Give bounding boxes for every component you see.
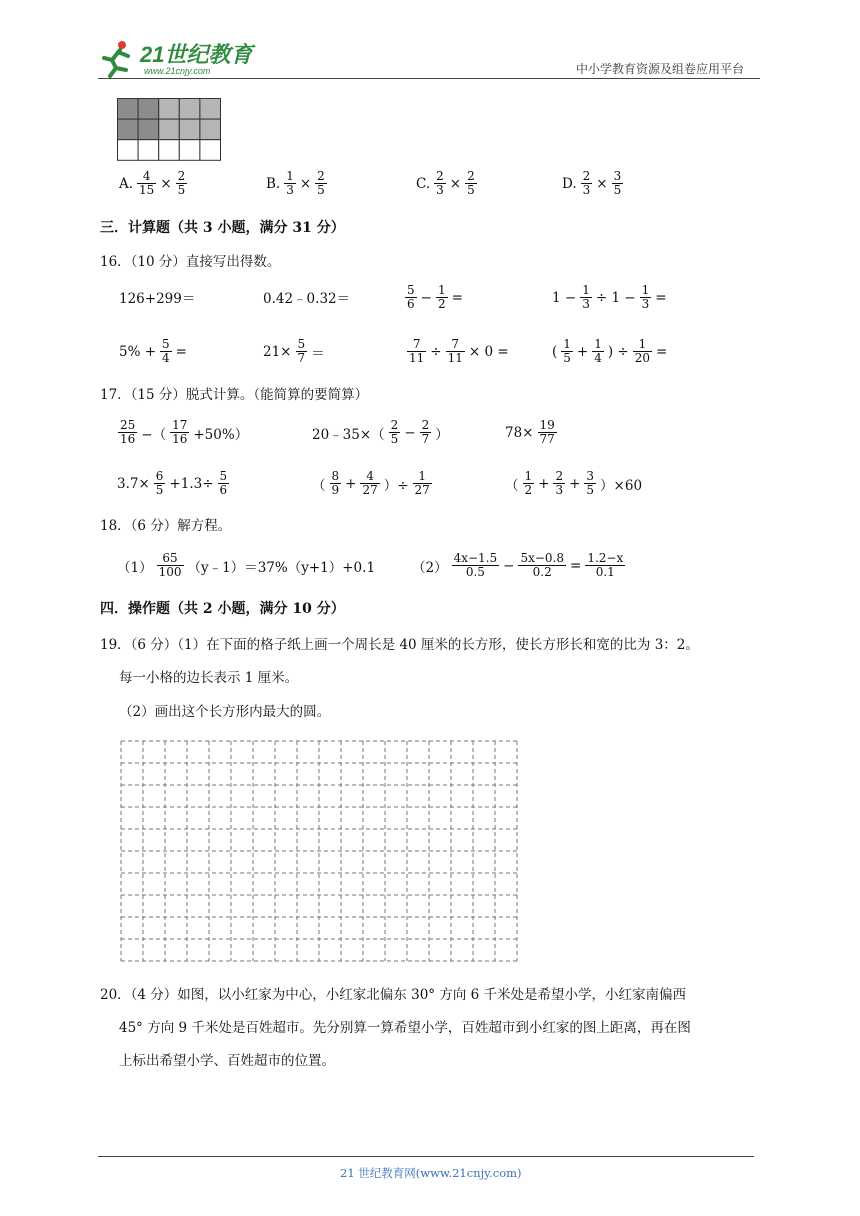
logo-url: www.21cnjy.com	[144, 66, 211, 76]
q20-line-2: 45° 方向 9 千米处是百姓超市。先分别算一算希望小学，百姓超市到小红家的图上距离，再在图	[119, 1020, 691, 1036]
q16-expr-4: 1 − $\frac{1}{3}$ ÷ 1 − $\frac{1}{3}$ =	[552, 283, 667, 311]
option-label: A.	[119, 175, 134, 192]
footer-text[interactable]: 21 世纪教育网(www.21cnjy.com)	[340, 1166, 522, 1180]
fraction: $\frac{2}{5}$	[467, 169, 475, 197]
q16-expr-2: 0.42﹣0.32＝	[263, 291, 351, 307]
q16-expr-8: ( 1 5 + $\frac{1}{4}$ ) ÷ $\frac{1}{20}$ =	[552, 337, 668, 365]
q17-expr-1: 25 16 −（ 17 16 +50%）	[120, 418, 249, 446]
shaded-fraction-grid	[117, 98, 222, 161]
q17-expr-6: （ 1 2 + $\frac{2}{3}$ + $\frac{3}{5}$ ）×60	[505, 469, 643, 497]
option-a[interactable]	[119, 170, 188, 197]
q17-expr-3: 78× $\frac{19}{77}$	[505, 418, 555, 446]
operator: ×	[299, 175, 312, 192]
q19-line-3: （2）画出这个长方形内最大的圆。	[119, 704, 331, 720]
q16-expr-3: 5 6 − $\frac{1}{2}$ =	[407, 283, 463, 311]
option-label: B.	[266, 175, 281, 192]
section-heading-3: 三．计算题（共 3 小题，满分 31 分）	[100, 220, 345, 236]
option-c[interactable]	[416, 170, 478, 197]
option-label: D.	[562, 175, 577, 192]
q17-expr-4: 3.7× $\frac{6}{5}$ +1.3÷ $\frac{5}{6}$	[117, 469, 228, 497]
logo	[96, 36, 266, 80]
fraction: $\frac{3}{5}$	[613, 169, 622, 197]
runner-logo-icon	[96, 38, 136, 78]
option-d[interactable]	[562, 170, 624, 197]
logo-text: 21世纪教育	[140, 42, 253, 67]
operator: ×	[449, 175, 462, 192]
header-right-text: 中小学教育资源及组卷应用平台	[576, 62, 745, 76]
q16-title: 16．（10 分）直接写出得数。	[100, 254, 281, 270]
fraction: $\frac{2}{5}$	[317, 169, 325, 197]
q16-expr-1: 126+299＝	[119, 291, 196, 307]
q17-expr-5: （ 8 9 + $\frac{4}{27}$ ）÷ $\frac{1}{27}$	[312, 469, 430, 497]
grid-cells	[118, 99, 221, 161]
section-heading-4: 四．操作题（共 2 小题，满分 10 分）	[100, 601, 345, 617]
q18-equation-2: （2） 4x−1.5 0.5 − $\frac{5x-0.8}{0.2}$ = $\frac{1.2-x}{0.1}$	[412, 551, 624, 579]
q18-title: 18．（6 分）解方程。	[100, 518, 232, 534]
fraction: $\frac{1}{3}$	[286, 169, 294, 197]
q16-expr-6: 21× $\frac{5}{7}$ ＝	[263, 337, 325, 365]
q17-title: 17．（15 分）脱式计算。（能简算的要简算）	[100, 387, 369, 403]
q16-expr-5: 5% + $\frac{5}{4}$ =	[119, 337, 187, 365]
operator: ×	[596, 175, 608, 192]
q18-equation-1: （1） 65 100 （y﹣1）＝37%（y+1）+0.1	[117, 551, 376, 579]
q16-expr-7: $\frac{7}{11}$ ÷ $\frac{7}{11}$ × 0 =	[409, 337, 509, 365]
fraction: $\frac{2}{3}$	[582, 169, 591, 197]
q20-line-3: 上标出希望小学、百姓超市的位置。	[119, 1053, 335, 1069]
fraction: $\frac{4}{15}$	[139, 169, 155, 197]
dashed-grid-paper[interactable]	[120, 740, 520, 964]
footer-rule	[98, 1156, 754, 1157]
fraction: $\frac{2}{3}$	[436, 169, 444, 197]
q19-line-1: 19．（6 分）（1）在下面的格子纸上画一个周长是 40 厘米的长方形，使长方形长和宽的比为 3：2。	[100, 637, 699, 653]
header-rule	[98, 78, 760, 79]
q20-line-1: 20．（4 分）如图，以小红家为中心，小红家北偏东 30° 方向 6 千米处是希望小学，小红家南偏西	[100, 987, 686, 1003]
option-b[interactable]	[266, 170, 328, 197]
operator: ×	[160, 175, 172, 192]
option-label: C.	[416, 175, 431, 192]
fraction: $\frac{2}{5}$	[177, 169, 186, 197]
q17-expr-2: 20﹣35×（ 2 5 − $\frac{2}{7}$ ）	[312, 418, 449, 446]
q19-line-2: 每一小格的边长表示 1 厘米。	[119, 670, 299, 686]
